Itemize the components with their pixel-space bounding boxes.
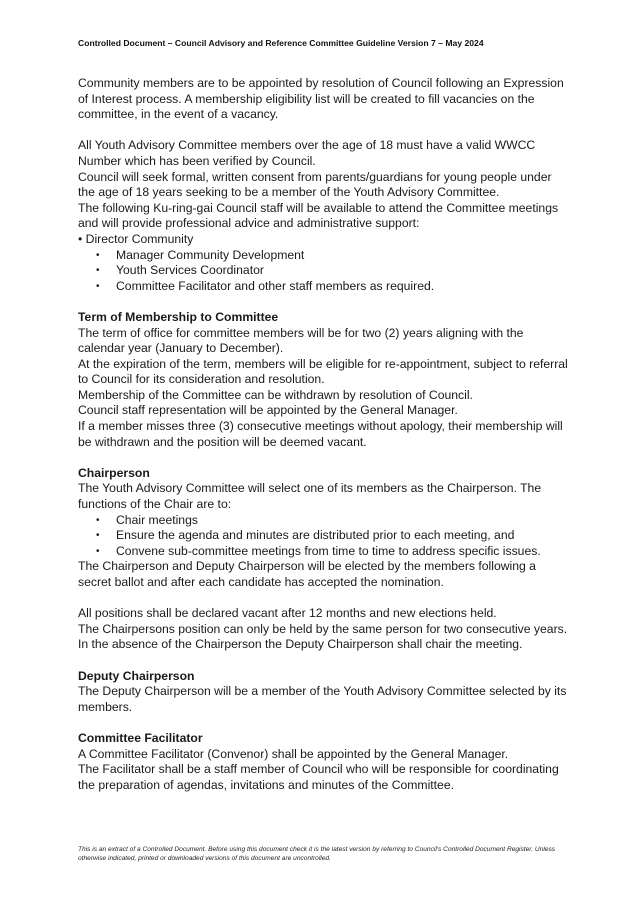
chair-paragraph-absence: In the absence of the Chairperson the Deputy Chairperson shall chair the meeting. <box>78 637 523 652</box>
director-community-item: • Director Community <box>78 231 194 246</box>
deputy-paragraph: The Deputy Chairperson will be a member of the Youth Advisory Committee selected by its members. <box>78 684 567 714</box>
facilitator-paragraph-appointed: A Committee Facilitator (Convenor) shall be appointed by the General Manager. <box>78 746 509 761</box>
list-item: • Youth Services Coordinator <box>78 263 568 279</box>
term-paragraph-staff: Council staff representation will be appointed by the General Manager. <box>78 403 458 418</box>
intro-paragraph-consent: Council will seek formal, written consent from parents/guardians for young people under the age of 18 years seeking to be a member of the Youth Advisory Committee. <box>78 169 552 200</box>
intro-paragraph-wwcc: All Youth Advisory Committee members over the age of 18 must have a valid WWCC Number which has been verified by Council. <box>78 138 536 168</box>
section-heading-deputy: Deputy Chairperson <box>78 668 195 683</box>
document-header: Controlled Document – Council Advisory and Reference Committee Guideline Version 7 – May 2024 <box>78 38 484 48</box>
staff-list <box>78 248 568 295</box>
chair-paragraph-vacant: All positions shall be declared vacant after 12 months and new elections held. <box>78 606 497 621</box>
list-item: • Manager Community Development <box>78 248 568 264</box>
list-item: • Chair meetings <box>78 513 568 529</box>
list-item: • Ensure the agenda and minutes are distributed prior to each meeting, and <box>78 528 568 544</box>
section-heading-term: Term of Membership to Committee <box>78 309 279 324</box>
chair-functions-list <box>78 513 568 560</box>
term-paragraph-expiration: At the expiration of the term, members will be eligible for re-appointment, subject to referral to Council for its consideration and resolution. <box>78 356 568 387</box>
document-footer: This is an extract of a Controlled Document. Before using this document check it is the latest version by referring to Council's Controlled Document Register. Unless otherwise indicated, printed or downloaded versions of this document are uncontrolled. <box>78 846 556 862</box>
list-item: • Convene sub-committee meetings from time to time to address specific issues. <box>78 544 568 560</box>
facilitator-paragraph-role: The Facilitator shall be a staff member of Council who will be responsible for coordinating the preparation of agendas, invitations and minutes of the Committee. <box>78 762 559 792</box>
term-paragraph-withdrawn: Membership of the Committee can be withdrawn by resolution of Council. <box>78 387 473 402</box>
chair-paragraph-term-limit: The Chairpersons position can only be held by the same person for two consecutive years. <box>78 621 568 636</box>
section-heading-facilitator: Committee Facilitator <box>78 730 203 745</box>
section-heading-chairperson: Chairperson <box>78 465 150 480</box>
chair-paragraph-election: The Chairperson and Deputy Chairperson will be elected by the members following a secret ballot and after each candidate has accepted the nomination. <box>78 559 536 589</box>
list-item: • Committee Facilitator and other staff members as required. <box>78 279 568 295</box>
term-paragraph-office: The term of office for committee members will be for two (2) years aligning with the calendar year (January to December). <box>78 325 524 356</box>
term-paragraph-absence: If a member misses three (3) consecutive meetings without apology, their membership will be withdrawn and the position will be deemed vacant. <box>78 419 563 449</box>
intro-paragraph-staff: The following Ku-ring-gai Council staff will be available to attend the Committee meetings and will provide professional advice and administrative support: <box>78 200 559 231</box>
chair-paragraph-select: The Youth Advisory Committee will select one of its members as the Chairperson. The functions of the Chair are to: <box>78 481 542 512</box>
document-body <box>78 76 568 793</box>
intro-paragraph-appointment: Community members are to be appointed by resolution of Council following an Expression of Interest process. A membership eligibility list will be created to fill vacancies on the committee, in the event of a vacancy. <box>78 76 564 122</box>
